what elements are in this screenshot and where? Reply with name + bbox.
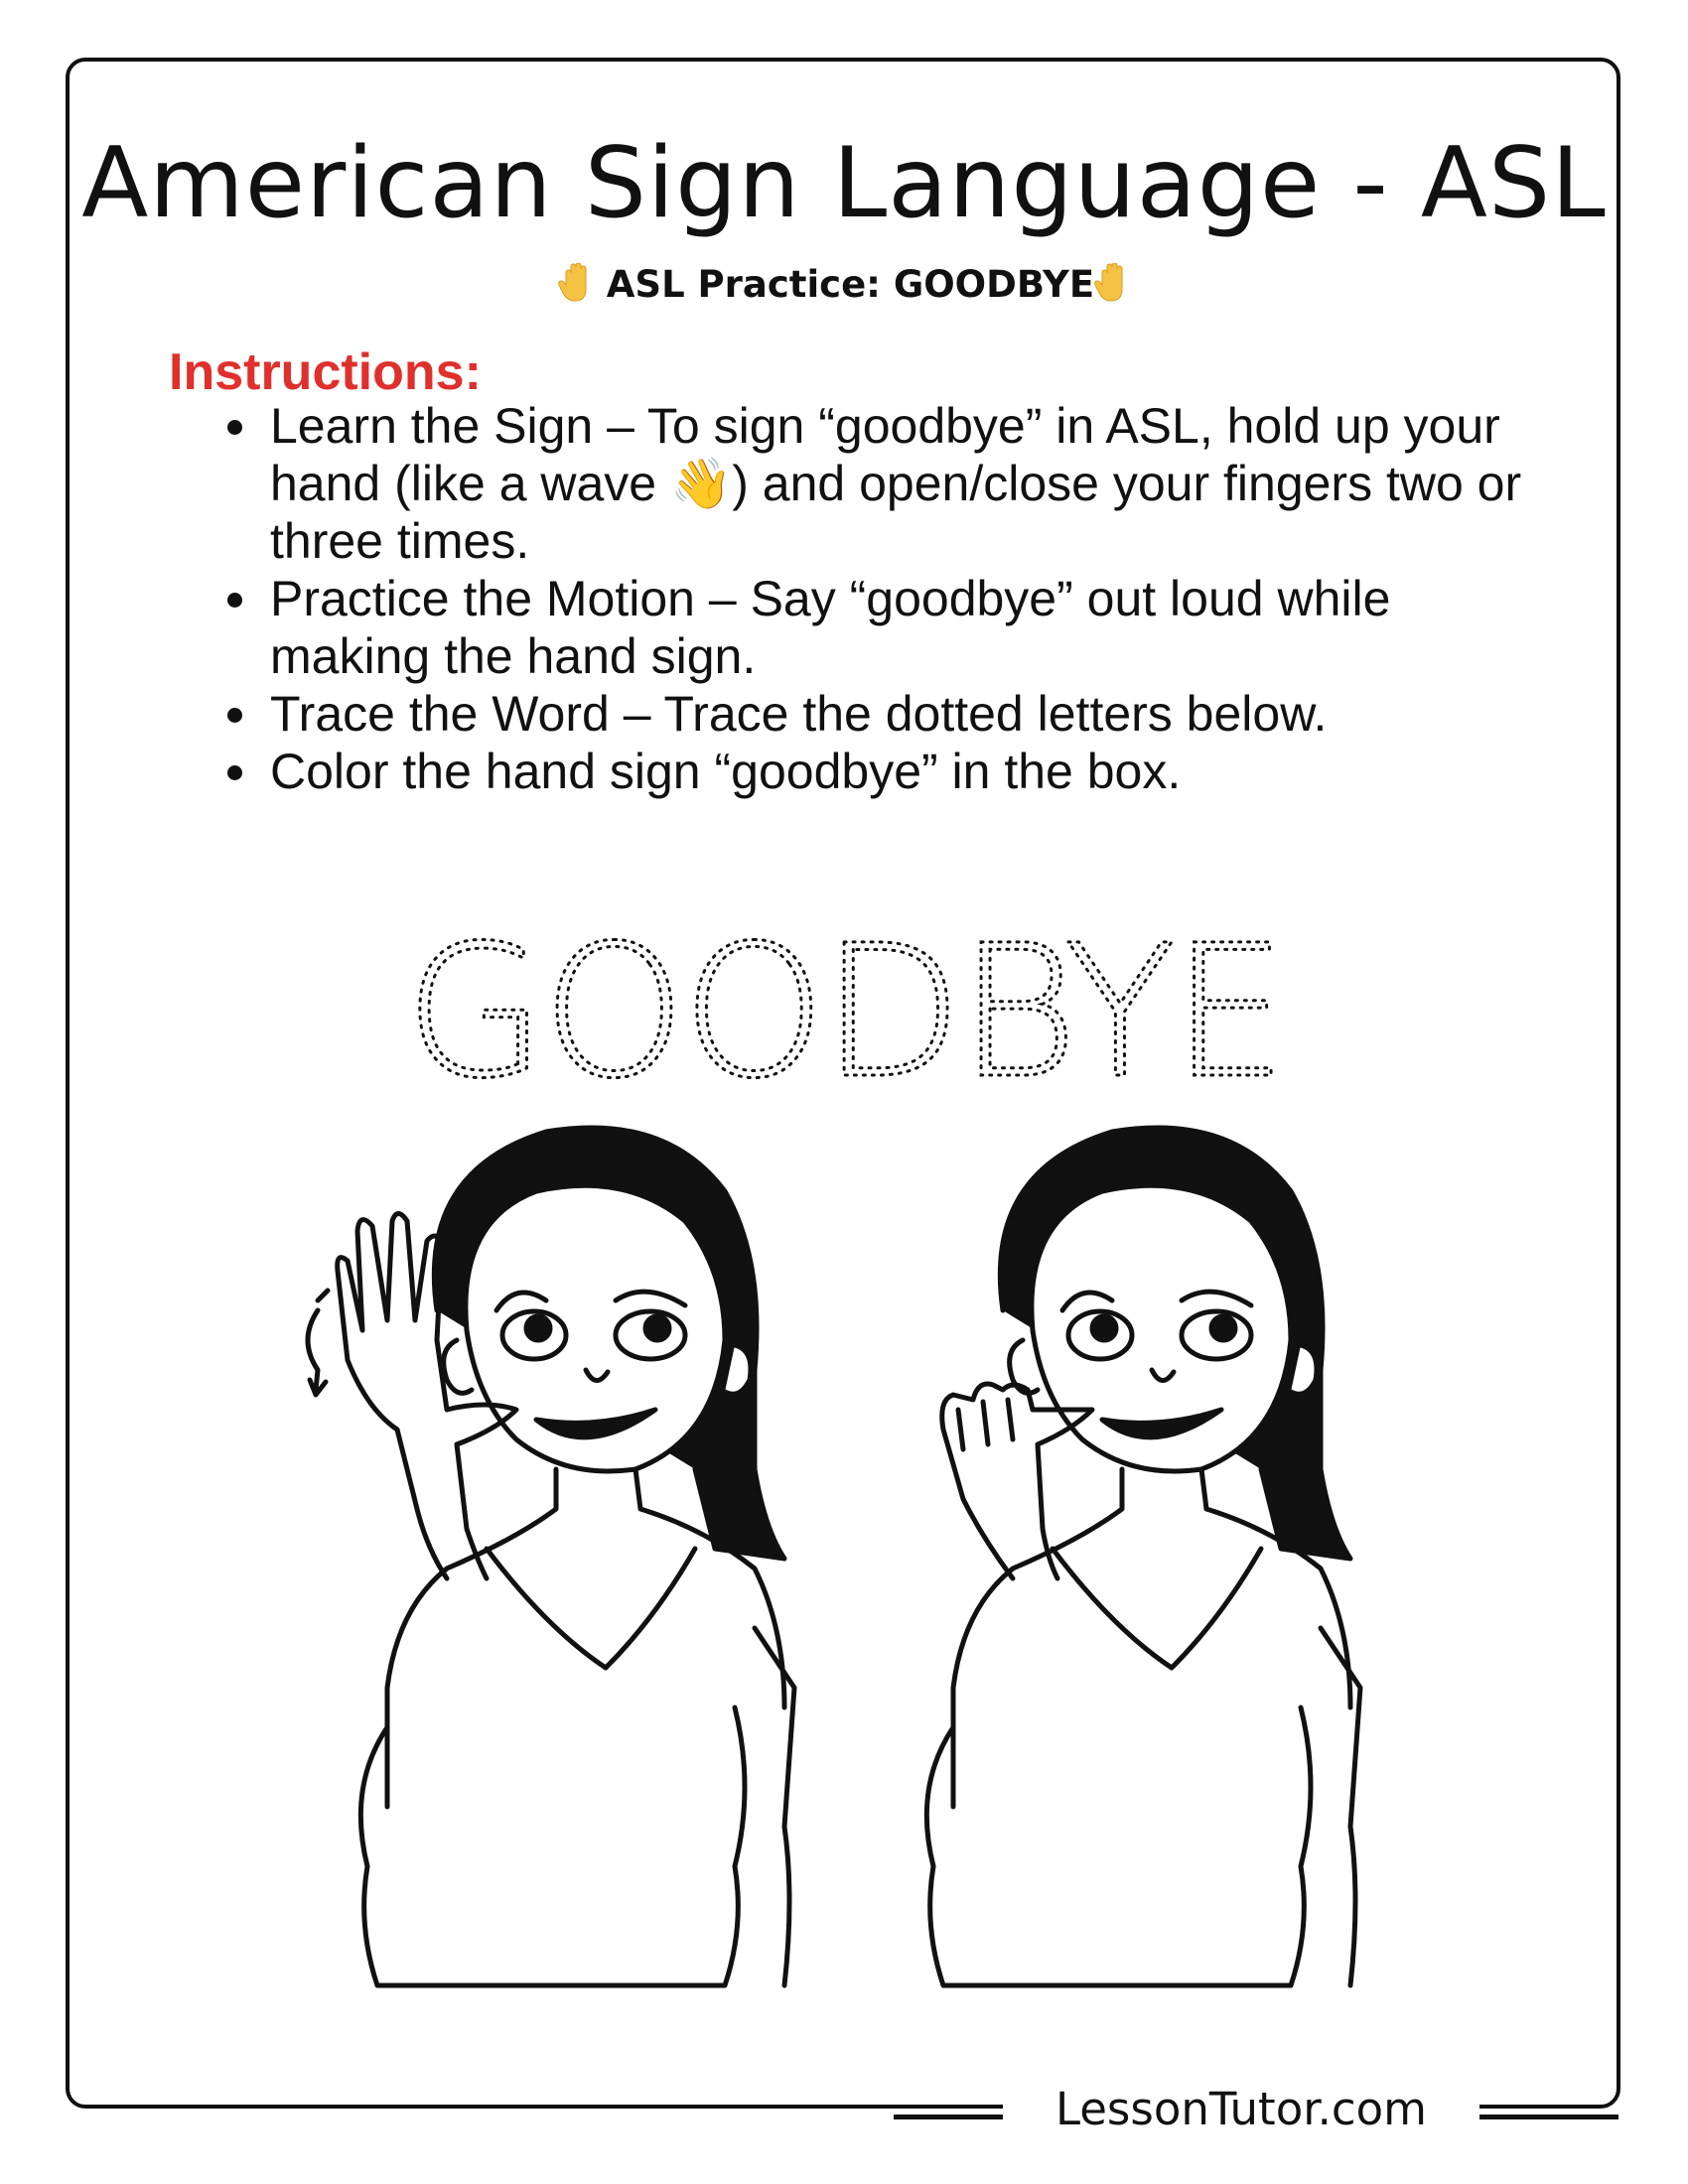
page-subtitle: [0, 263, 1688, 306]
subtitle-text: ASL Practice: GOODBYE: [606, 263, 1095, 306]
trace-word: [348, 928, 1340, 1087]
instruction-item: • Trace the Word – Trace the dotted letters below.: [264, 685, 1545, 743]
page-title: American Sign Language - ASL: [81, 127, 1607, 240]
goodbye-sign-illustration: [288, 1112, 1410, 2035]
figure-closed-hand: [926, 1128, 1360, 1985]
raised-hand-icon: [558, 263, 594, 303]
instruction-item: • Color the hand sign “goodbye” in the box.: [264, 743, 1545, 800]
footer-line-right: [1470, 2115, 1618, 2119]
footer-site: LessonTutor.com: [1003, 2083, 1479, 2135]
raised-hand-icon: [1094, 263, 1130, 303]
figure-open-hand: [308, 1128, 794, 1985]
trace-word-letters: GOODBYE: [404, 928, 1284, 1087]
instruction-item: • Practice the Motion – Say “goodbye” out loud while making the hand sign.: [264, 570, 1545, 685]
instruction-item: • Learn the Sign – To sign “goodbye” in ASL, hold up your hand (like a wave 👋) and open/close your fingers two or three times.: [264, 397, 1545, 570]
instructions-heading: Instructions:: [169, 343, 482, 401]
instructions-list: [209, 397, 1545, 800]
